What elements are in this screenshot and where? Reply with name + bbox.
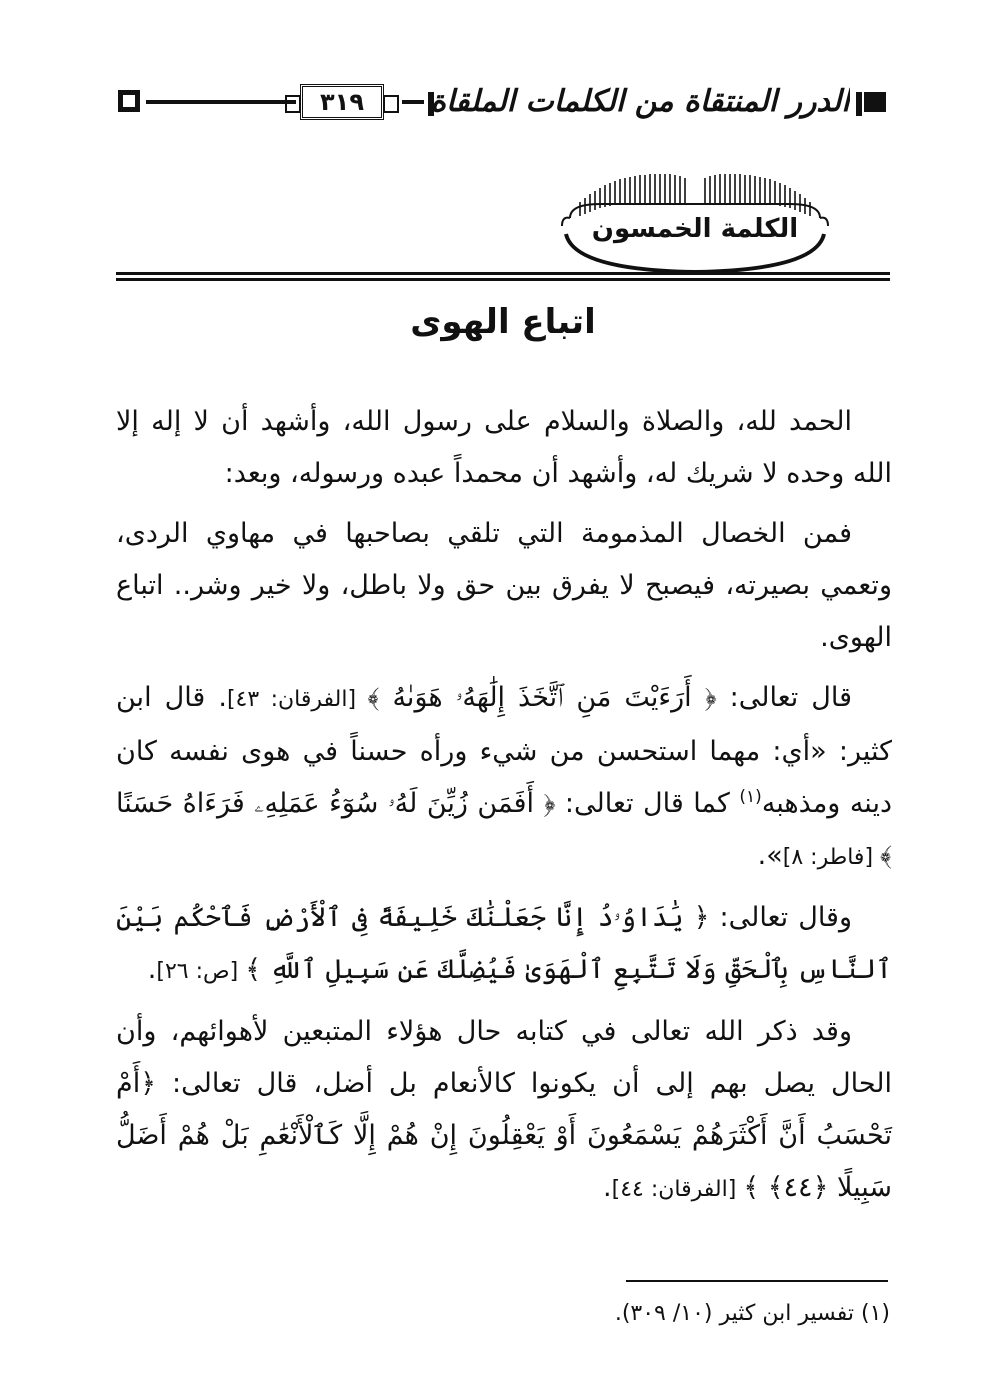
paragraph (116, 892, 892, 998)
paragraph-text: ». (757, 840, 783, 871)
body-text (116, 396, 892, 1216)
paragraph (116, 508, 892, 664)
section-double-rule (116, 272, 890, 281)
header-rule-left (146, 100, 296, 104)
paragraph (116, 1006, 892, 1216)
verse-reference: [فاطر: ٨] (782, 845, 881, 870)
quran-verse: ﴿ يَٰدَاوُۥدُ إِنَّا جَعَلْنَٰكَ خَلِيفَةً فِى ٱلْأَرْضِ فَٱحْكُم بَيْنَ ٱلنَّاسِ بِٱلْحَقِّ وَلَا تَتَّبِعِ ٱلْهَوَىٰ فَيُضِلَّكَ عَن سَبِيلِ ٱللَّهِ ﴾ (116, 902, 892, 985)
verse-reference: [الفرقان: ٤٣] (226, 687, 368, 712)
header-square-ornament-right (864, 92, 886, 112)
paragraph-text: الحمد لله، والصلاة والسلام على رسول الله، وأشهد أن لا إله إلا الله وحده لا شريك له، وأشهد أن محمداً عبده ورسوله، وبعد: (116, 406, 892, 489)
verse-reference: [الفرقان: ٤٤] (611, 1177, 744, 1202)
chapter-title: اتباع الهوى (410, 302, 596, 342)
footnote: (١) تفسير ابن كثير (١٠/ ٣٠٩). (614, 1301, 890, 1326)
running-header (112, 80, 892, 128)
paragraph-text: كما قال تعالى: (555, 788, 740, 819)
footnote-separator (626, 1280, 888, 1282)
paragraph-text: . (603, 1172, 612, 1203)
paragraph-text: . قال ابن كثير: «أي: مهما استحسن من شيء ورأه حسناً في هوى نفسه كان دينه ومذهبه (116, 682, 892, 819)
header-rule-middle (402, 100, 424, 104)
paragraph-text: قال تعالى: (716, 682, 852, 713)
chapter-label: الكلمة الخمسون (591, 214, 799, 244)
paragraph-text: وقد ذكر الله تعالى في كتابه حال هؤلاء المتبعين لأهوائهم، وأن الحال يصل بهم إلى أن يكونوا كالأنعام بل أضل، قال تعالى: (116, 1016, 892, 1099)
footnote-marker: (١) (739, 787, 762, 807)
chapter-badge (560, 172, 830, 280)
quran-verse: ﴿ أَفَمَن زُيِّنَ لَهُۥ سُوٓءُ عَمَلِهِۦ فَرَءَاهُ حَسَنًا ﴾ (116, 788, 892, 871)
page-number: ٣١٩ (300, 84, 384, 120)
quran-verse: ﴿أَمْ تَحْسَبُ أَنَّ أَكْثَرَهُمْ يَسْمَعُونَ أَوْ يَعْقِلُونَ إِنْ هُمْ إِلَّا كَٱلْأَنْعَٰمِ بَلْ هُمْ أَضَلُّ سَبِيلًا ﴿٤٤﴾ ﴾ (116, 1068, 892, 1203)
quran-verse: ﴿ أَرَءَيْتَ مَنِ ٱتَّخَذَ إِلَٰهَهُۥ هَوَىٰهُ ﴾ (367, 682, 717, 713)
paragraph-text: . (147, 954, 157, 985)
header-square-ornament-left (118, 90, 140, 112)
paragraph (116, 396, 892, 500)
header-bar-ornament-right (856, 92, 862, 116)
verse-reference: [ص: ٢٦] (156, 959, 246, 984)
paragraph (116, 672, 892, 884)
paragraph-text: فمن الخصال المذمومة التي تلقي بصاحبها في مهاوي الردى، وتعمي بصيرته، فيصبح لا يفرق بين حق ولا باطل، ولا خير وشر.. اتباع الهوى. (116, 518, 892, 653)
book-title: الدرر المنتقاة من الكلمات الملقاة (430, 84, 850, 119)
paragraph-text: وقال تعالى: (709, 902, 852, 933)
